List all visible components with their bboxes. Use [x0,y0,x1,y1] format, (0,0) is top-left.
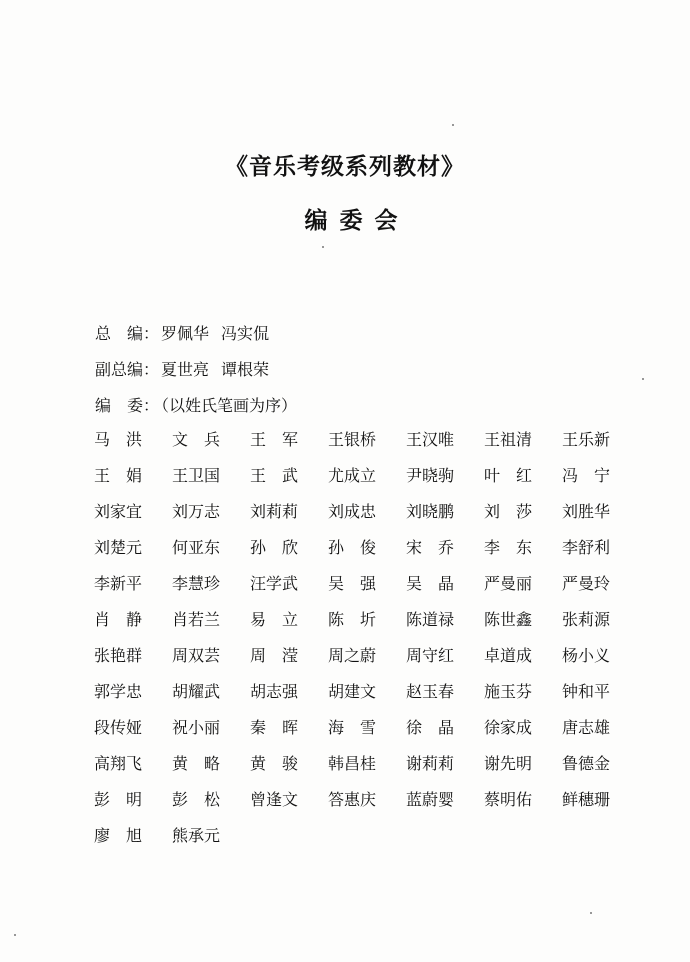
member-name: 徐家成 [484,718,533,737]
member-name: 胡耀武 [172,682,221,701]
chief-editor-name: 罗佩华 [161,324,210,343]
members-label: 编 委： [95,396,160,415]
member-name: 祝小丽 [172,718,221,737]
member-name: 刘成忠 [328,502,377,521]
chief-editor-name: 冯实侃 [221,324,270,343]
member-name: 尤成立 [328,466,377,485]
member-name: 吴 晶 [406,574,455,593]
member-name: 海 雪 [328,718,377,737]
member-name: 李舒利 [562,538,611,557]
member-name: 鲜穗珊 [562,790,611,809]
member-name: 严曼丽 [484,574,533,593]
members-order-note: （以姓氏笔画为序） [161,396,298,415]
member-name: 张艳群 [94,646,143,665]
member-name: 冯 宁 [562,466,611,485]
member-name: 彭 明 [94,790,143,809]
member-name: 黄 略 [172,754,221,773]
member-name: 周之蔚 [328,646,377,665]
member-name: 黄 骏 [250,754,299,773]
member-name: 周守红 [406,646,455,665]
member-name: 胡志强 [250,682,299,701]
member-name: 马 洪 [94,430,143,449]
scan-speck [14,934,16,936]
member-name: 刘晓鹏 [406,502,455,521]
member-name: 谢先明 [484,754,533,773]
member-name: 王乐新 [562,430,611,449]
member-name: 蓝蔚婴 [406,790,455,809]
member-name: 肖若兰 [172,610,221,629]
deputy-editor-label: 副总编： [95,360,160,379]
deputy-editor-name: 夏世亮 [161,360,210,379]
member-name: 叶 红 [484,466,533,485]
member-name: 廖 旭 [94,826,143,845]
member-name: 孙 欣 [250,538,299,557]
chief-editor-label: 总 编： [95,324,160,343]
member-name: 刘楚元 [94,538,143,557]
member-name: 赵玉春 [406,682,455,701]
member-name: 谢莉莉 [406,754,455,773]
member-name: 刘胜华 [562,502,611,521]
member-name: 施玉芬 [484,682,533,701]
scan-speck [642,378,644,380]
member-name: 文 兵 [172,430,221,449]
member-name: 高翔飞 [94,754,143,773]
member-name: 钟和平 [562,682,611,701]
member-name: 唐志雄 [562,718,611,737]
member-name: 王汉唯 [406,430,455,449]
member-name: 陈世鑫 [484,610,533,629]
member-name: 周 滢 [250,646,299,665]
scan-speck [322,246,324,248]
member-name: 周双芸 [172,646,221,665]
member-name: 宋 乔 [406,538,455,557]
member-name: 卓道成 [484,646,533,665]
chief-editor-line [95,321,269,344]
scan-speck [590,912,592,914]
member-name: 汪学武 [250,574,299,593]
member-name: 熊承元 [172,826,221,845]
deputy-editor-name: 谭根荣 [221,360,270,379]
member-name: 刘万志 [172,502,221,521]
member-name: 李 东 [484,538,533,557]
member-name: 陈道禄 [406,610,455,629]
member-name: 王银桥 [328,430,377,449]
member-name: 严曼玲 [562,574,611,593]
member-name: 陈 圻 [328,610,377,629]
member-name: 刘家宜 [94,502,143,521]
member-name: 王祖清 [484,430,533,449]
member-name: 吴 强 [328,574,377,593]
member-name: 徐 晶 [406,718,455,737]
member-name: 胡建文 [328,682,377,701]
member-name: 彭 松 [172,790,221,809]
member-name: 李慧珍 [172,574,221,593]
member-name: 孙 俊 [328,538,377,557]
member-name: 鲁德金 [562,754,611,773]
scan-speck [452,124,454,126]
member-name: 王 娟 [94,466,143,485]
member-name: 段传娅 [94,718,143,737]
page-title: 《音乐考级系列教材》 [225,154,465,180]
member-name: 蔡明佑 [484,790,533,809]
deputy-editor-line [95,357,269,380]
member-name: 易 立 [250,610,299,629]
member-name: 王 武 [250,466,299,485]
member-name: 刘 莎 [484,502,533,521]
member-name: 张莉源 [562,610,611,629]
member-name: 答惠庆 [328,790,377,809]
member-name: 肖 静 [94,610,143,629]
page-subtitle: 编委会 [304,208,410,234]
members-list [94,429,634,861]
member-name: 郭学忠 [94,682,143,701]
member-name: 秦 晖 [250,718,299,737]
member-name: 何亚东 [172,538,221,557]
member-name: 李新平 [94,574,143,593]
member-name: 曾逢文 [250,790,299,809]
member-name: 尹晓驹 [406,466,455,485]
member-name: 杨小义 [562,646,611,665]
member-name: 王卫国 [172,466,221,485]
member-name: 刘莉莉 [250,502,299,521]
member-name: 王 军 [250,430,299,449]
members-line [95,393,297,416]
member-name: 韩昌桂 [328,754,377,773]
